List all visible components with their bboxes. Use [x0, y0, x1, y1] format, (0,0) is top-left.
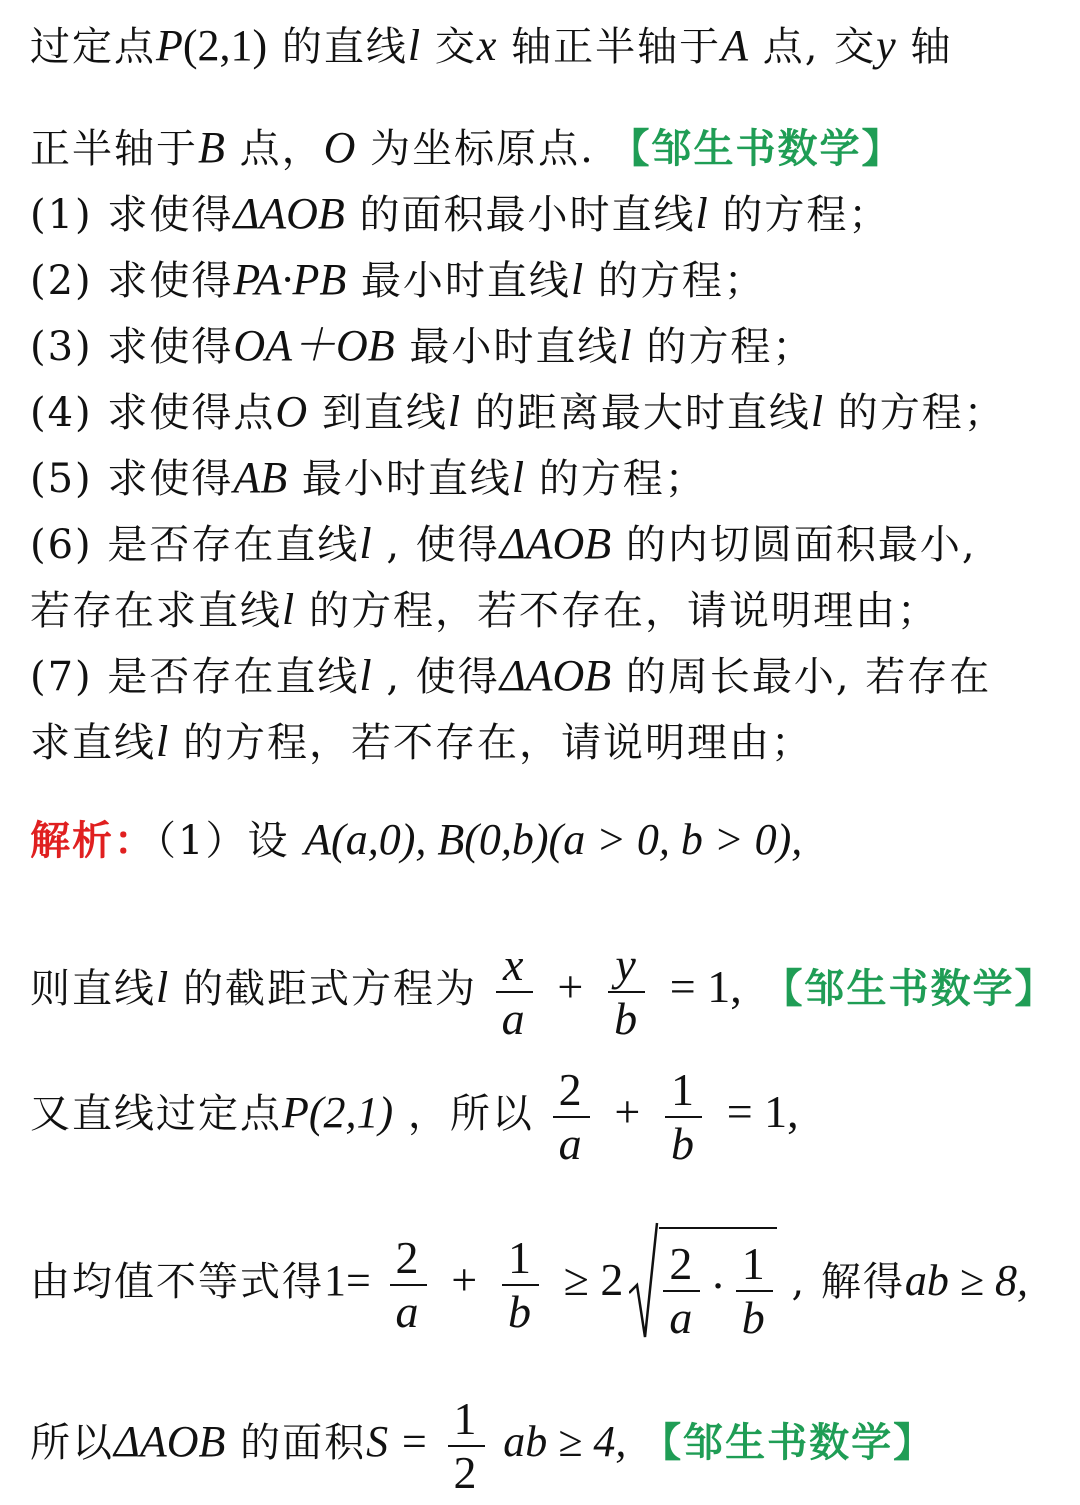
solution-label: 解析： [30, 818, 156, 864]
fraction-2-over-a: $\frac{2}{a}$ [553, 1064, 590, 1170]
fraction-1-over-b: $\frac{1}{b}$ [502, 1232, 539, 1338]
question-2: (2) 求使得PA·PB 最小时直线l 的方程； [30, 255, 766, 304]
question-7-line-2: 求直线l 的方程，若不存在，请说明理由； [30, 717, 813, 766]
fraction-y-over-b: $\frac{y}{b}$ [608, 939, 645, 1045]
solution-line-4: 由均值不等式得1= $\frac{2}{a}$ + $\frac{1}{b}$ ≥ 2 $\frac{2}{a}$ · $\frac{1}{b}$ , 解得ab ≥ 8, [30, 1225, 1050, 1344]
solution-line-3: 又直线过定点P(2,1) ，所以 $\frac{2}{a}$ + $\frac{1}{b}$ = 1, [30, 1064, 799, 1169]
fraction-2-over-a: $\frac{2}{a}$ [390, 1232, 427, 1338]
fraction-x-over-a: $\frac{x}{a}$ [496, 939, 533, 1045]
question-3: (3) 求使得OA＋OB 最小时直线l 的方程； [30, 321, 815, 370]
fraction-1-over-b: $\frac{1}{b}$ [665, 1064, 702, 1170]
solution-line-1: 解析：（1）设 A(a,0), B(0,b)(a > 0, b > 0), [30, 815, 803, 864]
source-tag: 【邹生书数学】 [609, 126, 904, 172]
question-7-line-1: (7) 是否存在直线l , 使得ΔAOB 的周长最小, 若存在 [30, 651, 992, 700]
square-root: $\frac{2}{a}$ · $\frac{1}{b}$ [629, 1227, 776, 1344]
solution-line-2: 则直线l 的截距式方程为 $\frac{x}{a}$ + $\frac{y}{b}$ = 1, 【邹生书数学】 [30, 939, 1057, 1044]
source-tag: 【邹生书数学】 [641, 1420, 936, 1466]
problem-line-1: 过定点P(2,1) 的直线l 交x 轴正半轴于A 点, 交y 轴 [30, 21, 953, 70]
problem-line-2: 正半轴于B 点，O 为坐标原点. 【邹生书数学】 [30, 123, 904, 172]
question-5: (5) 求使得AB 最小时直线l 的方程； [30, 453, 707, 502]
source-tag: 【邹生书数学】 [762, 966, 1057, 1012]
fraction-1-over-2: $\frac{1}{2}$ [448, 1393, 485, 1499]
radical-sign-icon [629, 1221, 659, 1341]
question-4: (4) 求使得点O 到直线l 的距离最大时直线l 的方程； [30, 387, 1006, 436]
solution-line-5: 所以ΔAOB 的面积S = $\frac{1}{2}$ ab ≥ 4, 【邹生书数学】 [30, 1393, 936, 1498]
question-6-line-2: 若存在求直线l 的方程，若不存在，请说明理由； [30, 585, 939, 634]
question-6-line-1: (6) 是否存在直线l , 使得ΔAOB 的内切圆面积最小, [30, 519, 977, 568]
question-1: (1) 求使得ΔAOB 的面积最小时直线l 的方程； [30, 189, 891, 238]
